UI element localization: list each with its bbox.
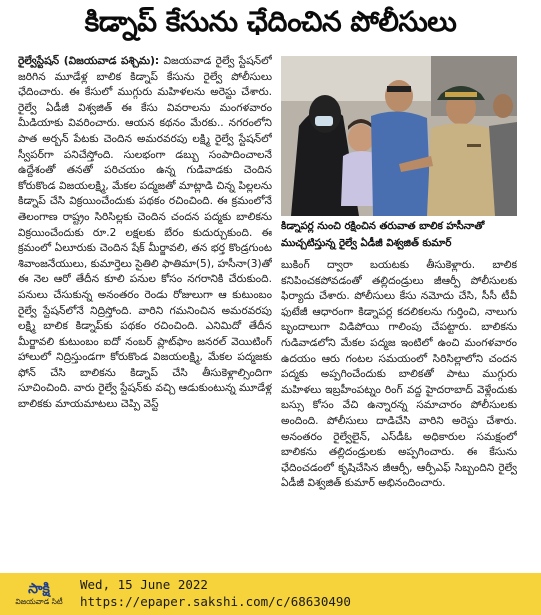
epaper-footer <box>0 573 541 615</box>
logo-text: సాక్షి <box>28 581 50 597</box>
edition-label: విజయవాడ సిటీ <box>15 597 63 606</box>
article-headline: కిడ్నాప్ కేసును ఛేదించిన పోలీసులు <box>84 5 457 38</box>
article-body-left: విజయవాడ రైల్వే స్టేషన్‌లో జరిగిన మూడేళ్ల బాలిక కిడ్నాప్ కేసును రైల్వే పోలీసులు ఛేదించారు. ఈ కేసులో ముగ్గురు మహిళలను అరెస్టు చేశారు. రైల్వే ఏడీజీ విశ్వజిత్ ఈ కేసు వివరాలను మంగళవారం మీడియాకు వివరించారు. ఆయన కథనం మేరకు.. నగరంలోని పాత అర్బన్ పేటకు చెందిన అమరవరపు లక్ష్మి రైల్వే స్టేషన్‌లో స్వీపర్‌గా పనిచేస్తోంది. సులభంగా డబ్బు సంపాదించాలనే ఉద్దేశంతో తనతో పరిచయం ఉన్న గుడివాడకు చెందిన కోరుకొండ విజయలక్ష్మి, మేకల పద్మజతో మాట్లాడి చిన్న పిల్లలను కిడ్నాప్ చేసి విక్రయించేందుకు పథకం రచించింది. ఈ క్రమంలోనే తెలంగాణ రాష్ట్రం సిరిసిల్లకు చెందిన చందన పద్మకు బాలికను విక్రయించేందుకు రూ.2 లక్షలకు బేరం కుదుర్చుకుంది. ఈ క్రమంలో ఏలూరుకు చెందిన షేక్ మీర్జావలి, తన భర్త కొండ్రగుంట శివాంజనేయులు, కుమార్తెలు సైతిలి ఫాతిమా(5), హసీనా(3)తో ఈ నెల ఆరో తేదీన కూలి పనుల కోసం నగరానికి చేరుకుంది. పనులు చేసుకున్న అనంతరం రెండు రోజులుగా ఆ కుటుంబం రైల్వే స్టేషన్‌లోనే నిద్రిస్తోంది. వారిని గమనించిన అమరవరపు లక్ష్మి బాలిక కిడ్నాప్‌కు పథకం రచించింది. ఎనిమిదో తేదీన మీర్జావలి కుటుంబం ఐదో నంబర్ ప్లాట్‌ఫాం జనరల్ వెయిటింగ్ హాలులో నిద్రిస్తుండగా కోరుకొండ విజయలక్ష్మి, మేకల పద్మజకు ఫోన్ చేసి బాలికను కిడ్నాప్ చేసి తీసుకెళ్లాల్సిందిగా సూచించింది. వారు రైల్వే స్టేషన్‌కు వచ్చి ఆడుకుంటున్న మూడేళ్ల బాలికకు మాయమాటలు చెప్పి వెస్ట్ <box>18 55 272 411</box>
sakshi-logo <box>4 576 74 612</box>
article-dateline: రైల్వేస్టేషన్ (విజయవాడ పశ్చిమ): <box>18 55 160 67</box>
news-photo-illustration <box>281 56 517 216</box>
photo-caption: కిడ్నాపర్ల నుంచి రక్షించిన తరువాత బాలిక హసీనాతో ముచ్చటిస్తున్న రైల్వే ఏడీజీ విశ్వజిత్ కుమార్ <box>281 221 485 249</box>
article-right-column <box>281 258 517 570</box>
epaper-link[interactable]: https://epaper.sakshi.com/c/68630490 <box>80 594 351 609</box>
news-photo <box>281 56 517 216</box>
article-paragraph <box>18 54 272 413</box>
article-left-column <box>18 54 272 569</box>
edition-date: Wed, 15 June 2022 <box>80 577 208 592</box>
article-body-right: బుకింగ్ ద్వారా బయటకు తీసుకెళ్లారు. బాలిక కనిపించకపోవడంతో తల్లిదండ్రులు జీఆర్పీ పోలీసులకు ఫిర్యాదు చేశారు. పోలీసులు కేసు నమోదు చేసి, సీసీ టీవీ ఫుటేజీ ఆధారంగా కిడ్నాపర్ల కదలికలను గుర్తించి, నాలుగు బృందాలుగా విడిపోయి గాలింపు చేపట్టారు. బాలికను గుడివాడలోని మేకల పద్మజ ఇంటిలో ఉంచి మంగళవారం ఉదయం ఆరు గంటల సమయంలో సిరిసిల్లాలోని చందన పద్మకు అప్పగించేందుకు బాలికతో పాటు ముగ్గురు మహిళలు ఇబ్రహీంపట్నం రింగ్ వద్ద హైదరాబాద్ వెళ్లేందుకు బస్సు కోసం వేచి ఉన్నారన్న సమాచారం పోలీసులకు అందింది. పోలీసులు దాడిచేసి వారిని అరెస్టు చేశారు. అనంతరం రైల్వేలైన్, ఎస్‌డీఓ అధికారుల సమక్షంలో బాలికను తల్లిదండ్రులకు అప్పగించారు. ఈ కేసును ఛేదించడంలో కృషిచేసిన జీఆర్పీ, ఆర్పీఎఫ్ సిబ్బందిని రైల్వే ఏడీజీ విశ్వజిత్ కుమార్ అభినందించారు. <box>281 259 517 490</box>
